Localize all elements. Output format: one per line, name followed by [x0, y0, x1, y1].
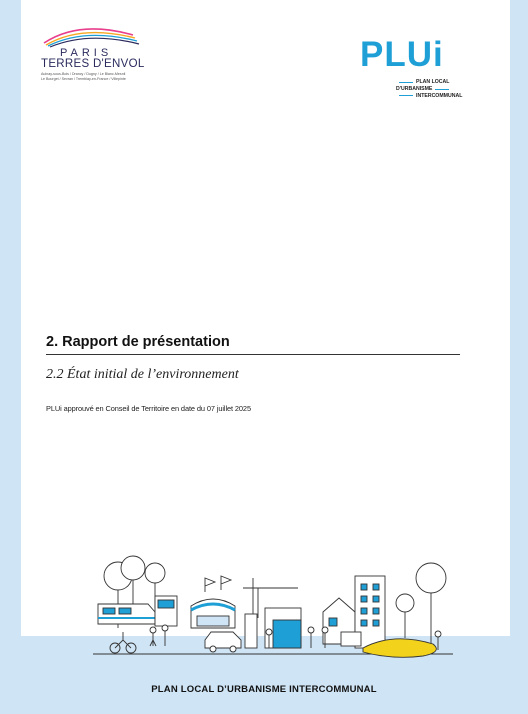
- logo-cities-text: [41, 72, 151, 81]
- approval-text: PLUi approuvé en Conseil de Territoire en date du 07 juillet 2025: [46, 404, 251, 413]
- plui-line-3: [396, 93, 462, 100]
- plui-line-1-text: PLAN LOCAL: [416, 79, 450, 85]
- plui-line-2-text: D'URBANISME: [396, 85, 433, 92]
- dash-icon: [399, 82, 413, 83]
- footer-title: PLAN LOCAL D’URBANISME INTERCOMMUNAL: [151, 684, 377, 695]
- dash-icon: [399, 95, 413, 96]
- logo-cities-line1: Aulnay-sous-Bois / Drancy / Dugny / Le Blanc-Mesnil: [41, 72, 126, 76]
- plui-line-2: [396, 86, 462, 93]
- logo-terres-text: TERRES D'ENVOL: [41, 58, 145, 70]
- plui-wordmark: PLUi: [360, 35, 444, 74]
- plui-line-1: [396, 79, 462, 86]
- plui-line-3-text: INTERCOMMUNAL: [416, 92, 463, 99]
- page-title: 2. Rapport de présentation: [46, 334, 230, 350]
- city-illustration: [93, 548, 453, 668]
- page-subtitle: 2.2 État initial de l’environnement: [46, 367, 239, 382]
- dash-icon: [435, 89, 449, 90]
- logo-cities-line2: Le Bourget / Sevran / Tremblay-en-France / Villepinte: [41, 76, 126, 81]
- swoosh-icon: [38, 25, 148, 49]
- logo-paris-text: PARIS: [60, 47, 113, 59]
- paris-terres-denvol-logo: [38, 25, 148, 85]
- plui-logo: [360, 37, 480, 109]
- title-divider: [46, 354, 460, 355]
- plui-tagline: [396, 79, 462, 99]
